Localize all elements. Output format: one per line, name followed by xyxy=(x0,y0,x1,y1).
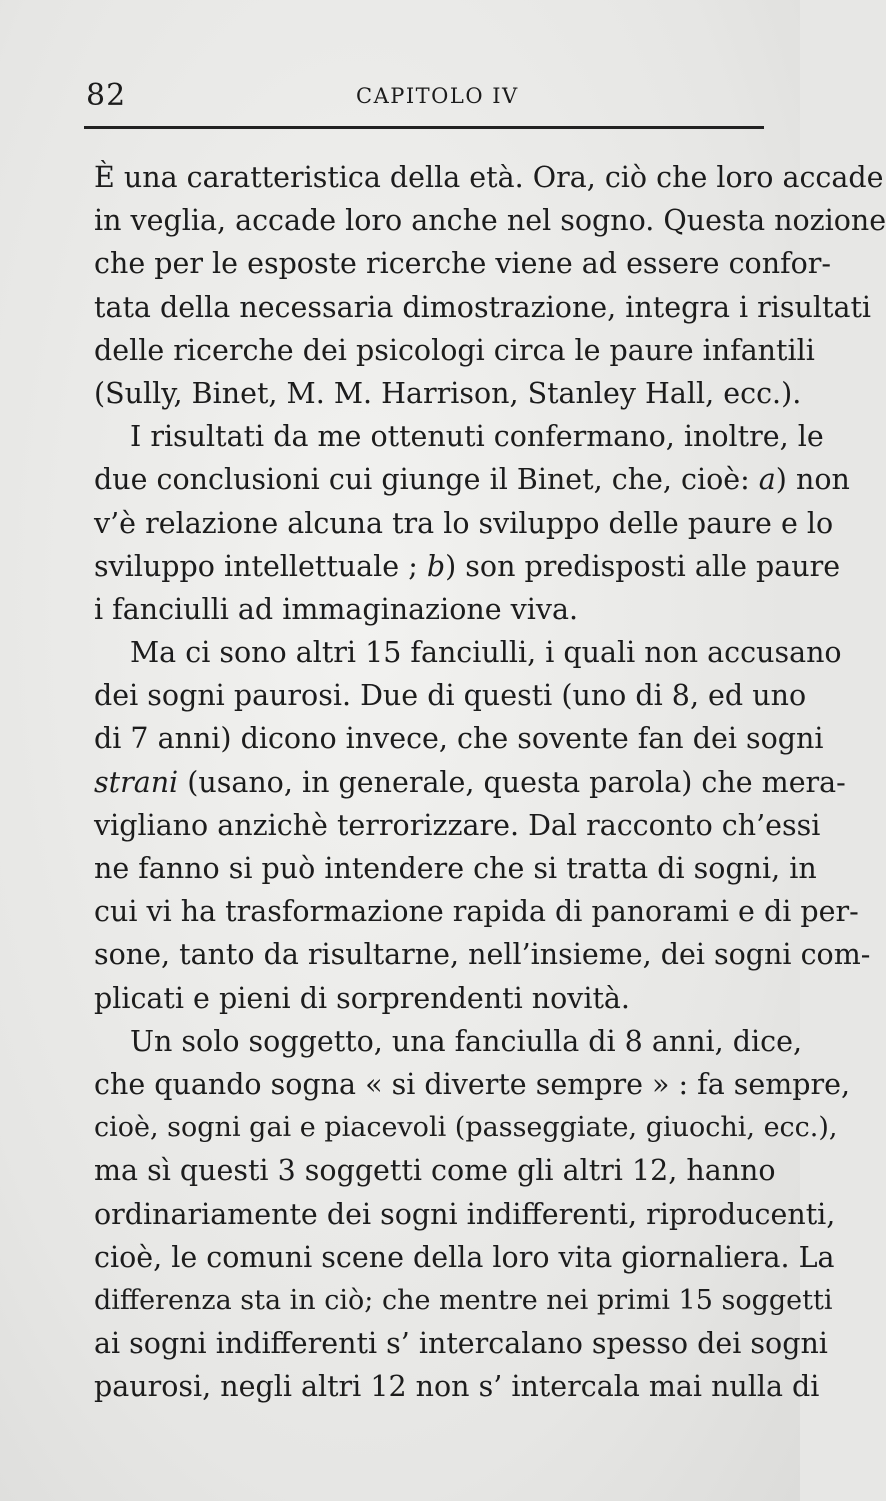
text-line: ma sì questi 3 soggetti come gli altri 12, hanno xyxy=(94,1154,776,1188)
text-line: vigliano anzichè terrorizzare. Dal racconto ch’essi xyxy=(94,808,821,842)
text-line: ordinariamente dei sogni indifferenti, riproducenti, xyxy=(94,1197,836,1231)
text-line: sviluppo intellettuale ; b) son predisposti alle paure xyxy=(94,549,841,583)
text-line: cioè, le comuni scene della loro vita giornaliera. La xyxy=(94,1240,835,1274)
text-line: I risultati da me ottenuti confermano, inoltre, le xyxy=(130,420,824,454)
text-line: i fanciulli ad immaginazione viva. xyxy=(94,592,578,626)
text-line: sone, tanto da risultarne, nell’insieme, dei sogni com- xyxy=(94,938,871,972)
text-line: ai sogni indifferenti s’ intercalano spesso dei sogni xyxy=(94,1327,828,1361)
text-line: È una caratteristica della età. Ora, ciò che loro accade xyxy=(94,161,884,194)
text-line: che per le esposte ricerche viene ad essere confor- xyxy=(94,247,832,281)
text-line: Un solo soggetto, una fanciulla di 8 anni, dice, xyxy=(130,1024,803,1058)
text-line: delle ricerche dei psicologi circa le paure infantili xyxy=(94,333,815,367)
text-line: cui vi ha trasformazione rapida di panorami e di per- xyxy=(94,895,859,929)
text-line: plicati e pieni di sorprendenti novità. xyxy=(94,981,630,1015)
text-line: tata della necessaria dimostrazione, integra i risultati xyxy=(94,290,872,324)
text-line: cioè, sogni gai e piacevoli (passeggiate, giuochi, ecc.), xyxy=(94,1112,838,1144)
page-number: 82 xyxy=(86,78,127,113)
text-line: ne fanno si può intendere che si tratta di sogni, in xyxy=(94,852,817,885)
text-line: differenza sta in ciò; che mentre nei primi 15 soggetti xyxy=(94,1284,833,1316)
page-header xyxy=(84,72,764,128)
text-line: (Sully, Binet, M. M. Harrison, Stanley Hall, ecc.). xyxy=(94,376,802,410)
body-text xyxy=(94,156,886,1408)
text-line: di 7 anni) dicono invece, che sovente fan dei sogni xyxy=(94,722,824,756)
header-rule xyxy=(84,126,764,129)
text-line: v’è relazione alcuna tra lo sviluppo delle paure e lo xyxy=(94,506,834,540)
text-line: paurosi, negli altri 12 non s’ intercala mai nulla di xyxy=(94,1370,820,1404)
text-line: dei sogni paurosi. Due di questi (uno di 8, ed uno xyxy=(94,679,807,713)
text-line: che quando sogna « si diverte sempre » : fa sempre, xyxy=(94,1067,851,1101)
text-line: Ma ci sono altri 15 fanciulli, i quali non accusano xyxy=(130,636,842,670)
running-head: CAPITOLO IV xyxy=(356,84,519,108)
text-line: due conclusioni cui giunge il Binet, che, cioè: a) non xyxy=(94,463,850,497)
text-line: in veglia, accade loro anche nel sogno. Questa nozione xyxy=(94,204,886,238)
text-line: strani (usano, in generale, questa parola) che mera- xyxy=(94,765,846,799)
